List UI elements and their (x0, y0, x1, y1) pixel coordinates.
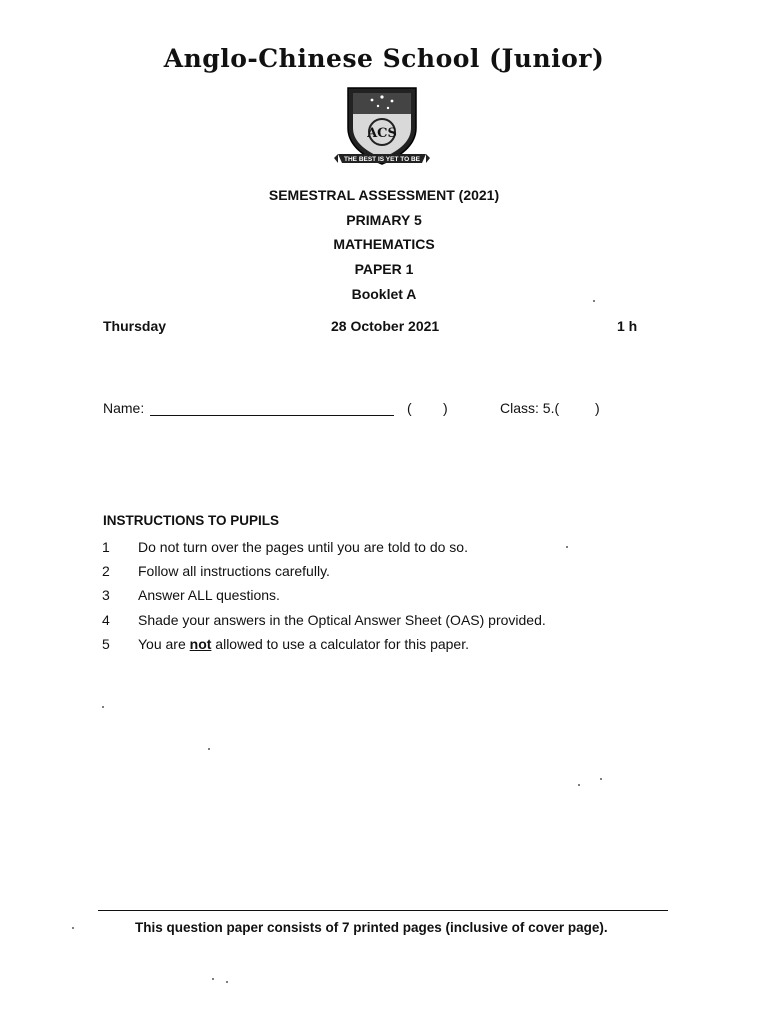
assessment-title: SEMESTRAL ASSESSMENT (2021) (268, 187, 500, 203)
name-underline (150, 415, 394, 416)
school-crest-logo (334, 84, 430, 172)
instruction-text: Do not turn over the pages until you are told to do so. (138, 539, 468, 555)
instruction-text (138, 636, 469, 652)
level-label: PRIMARY 5 (346, 212, 422, 228)
school-name: Anglo-Chinese School (Junior) (163, 44, 605, 73)
scan-speck (600, 778, 602, 780)
paper-label: PAPER 1 (354, 261, 414, 277)
instruction-text: Follow all instructions carefully. (138, 563, 330, 579)
scan-speck (72, 927, 74, 929)
name-label: Name: (103, 400, 145, 416)
index-close-paren: ) (443, 400, 448, 416)
instruction-emphasis: not (189, 636, 212, 652)
class-close-paren: ) (595, 400, 600, 416)
subject-label: MATHEMATICS (333, 236, 435, 252)
instruction-number: 3 (102, 587, 110, 603)
scan-speck (212, 978, 214, 980)
instruction-text-after: allowed to use a calculator for this paper. (211, 636, 469, 652)
exam-date: 28 October 2021 (331, 318, 440, 334)
exam-day: Thursday (103, 318, 167, 334)
instruction-text: Answer ALL questions. (138, 587, 280, 603)
class-label: Class: 5.( (500, 400, 560, 416)
crest-motto: THE BEST IS YET TO BE (344, 156, 420, 163)
scan-speck (102, 706, 104, 708)
footer-divider (98, 910, 668, 911)
scan-speck (226, 981, 228, 983)
instruction-number: 5 (102, 636, 110, 652)
exam-duration: 1 h (617, 318, 638, 334)
page-count-note: This question paper consists of 7 printed pages (inclusive of cover page). (135, 920, 608, 935)
scan-speck (593, 300, 595, 302)
instruction-number: 4 (102, 612, 110, 628)
instructions-title: INSTRUCTIONS TO PUPILS (103, 513, 280, 528)
instruction-text-before: You are (138, 636, 190, 652)
instruction-number: 1 (102, 539, 110, 555)
scan-speck (208, 748, 210, 750)
booklet-label: Booklet A (351, 286, 417, 302)
crest-monogram: ACS (367, 126, 397, 141)
index-open-paren: ( (407, 400, 412, 416)
scan-speck (566, 546, 568, 548)
instruction-number: 2 (102, 563, 110, 579)
instruction-text: Shade your answers in the Optical Answer Sheet (OAS) provided. (138, 612, 546, 628)
scan-speck (578, 784, 580, 786)
